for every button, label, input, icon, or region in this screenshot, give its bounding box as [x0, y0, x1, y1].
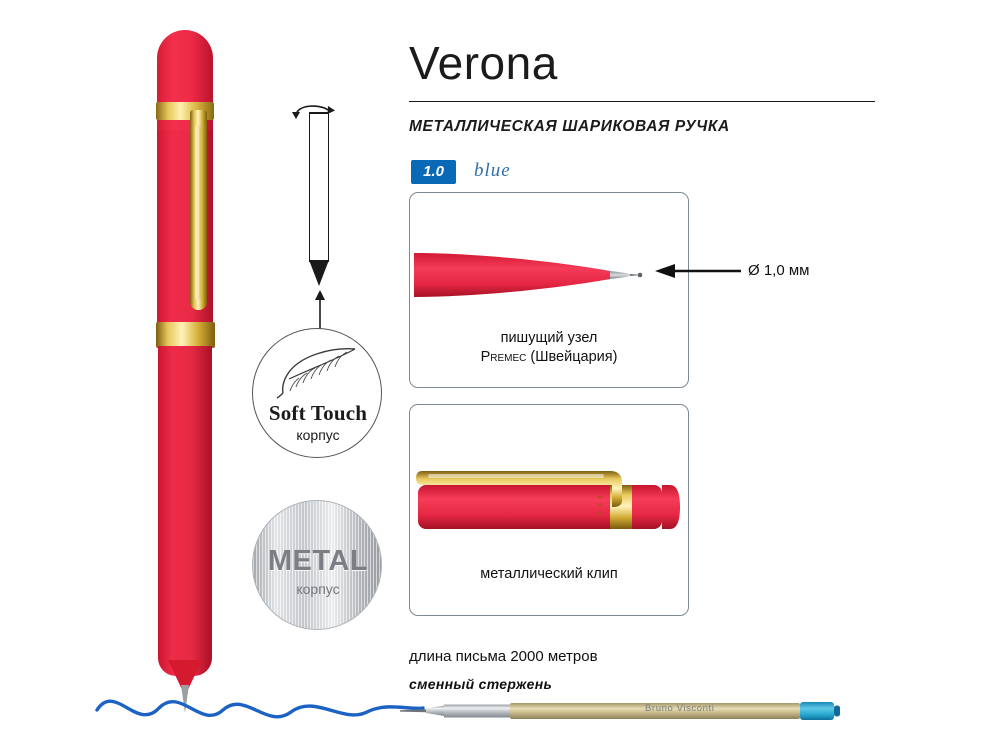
soft-touch-subtitle: корпус: [296, 427, 340, 443]
nib-caption: [410, 329, 688, 367]
nib-point: [309, 260, 329, 286]
card-writing-nib: [409, 192, 689, 388]
refill-illustration: [400, 698, 840, 724]
nib-country: (Швейцария): [526, 349, 618, 365]
ink-scribble: [95, 684, 425, 736]
refill-text: сменный стержень: [409, 676, 553, 692]
pen-lower-barrel: [158, 346, 212, 676]
writing-length-text: длина письма 2000 метров: [409, 648, 598, 665]
pen-gold-band-center: [156, 322, 215, 348]
page-title: Verona: [409, 37, 558, 89]
metal-title: METAL: [267, 545, 369, 577]
ink-color-label: blue: [474, 160, 511, 181]
pen-illustration-large: [148, 30, 228, 690]
nib-caption-line1: пишущий узел: [500, 330, 598, 346]
card-metal-clip: [409, 404, 689, 616]
nib-caption-line2: [410, 348, 688, 367]
soft-touch-title: Soft Touch: [268, 401, 368, 425]
title-divider: [409, 101, 875, 102]
badge-soft-touch: [252, 328, 382, 458]
nib-body: [309, 112, 329, 262]
nib-brand: Premec: [480, 349, 527, 365]
feather-icon: [275, 345, 363, 399]
clip-caption: металлический клип: [480, 566, 618, 582]
product-subtitle: МЕТАЛЛИЧЕСКАЯ ШАРИКОВАЯ РУЧКА: [409, 118, 730, 135]
refill-brand-text: Bruno Visconti: [645, 703, 715, 714]
line-width-badge: 1.0: [411, 160, 456, 184]
diameter-arrow-icon: [655, 262, 741, 280]
badge-metal: [252, 500, 382, 630]
pen-clip-illustration: [414, 447, 686, 547]
metal-subtitle: корпус: [296, 581, 340, 597]
pen-clip-highlight: [195, 125, 201, 300]
nib-mechanism-diagram: [290, 100, 360, 310]
diameter-label: Ø 1,0 мм: [748, 262, 810, 279]
pen-nose-illustration: [414, 245, 644, 305]
